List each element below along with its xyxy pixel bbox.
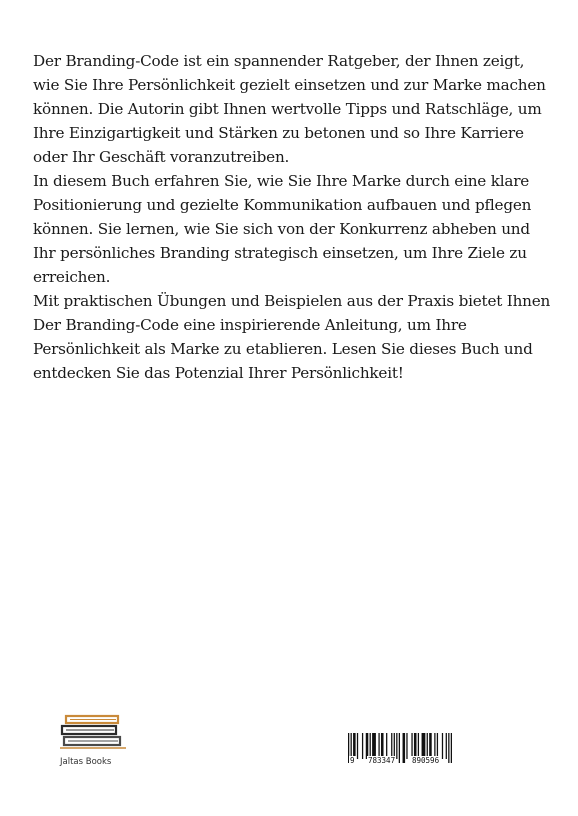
book-description	[33, 49, 553, 385]
barcode-bar	[446, 733, 447, 759]
barcode-bar	[357, 733, 358, 759]
barcode-bar	[362, 733, 363, 759]
barcode-bar	[448, 733, 449, 763]
barcode-right-group: 890596	[412, 756, 440, 765]
barcode-left-group: 783347	[368, 756, 396, 765]
barcode-bar	[403, 733, 406, 763]
isbn-barcode	[345, 733, 455, 773]
publisher-mark	[56, 712, 130, 772]
barcode-bar	[451, 733, 452, 763]
barcode-first-digit: 9	[350, 756, 355, 765]
barcode-bar	[396, 733, 397, 759]
description-paragraph-1: Der Branding-Code ist ein spannender Ratgeber, der Ihnen zeigt, wie Sie Ihre Persönlichkeit gezielt einsetzen und zur Marke machen können. Die Autorin gibt Ihnen wertvolle Tipps und Ratschläge, um Ihre Einzigartigkeit und Stärken zu betonen und so Ihre Karriere oder Ihr Geschäft voranzutreiben.	[33, 52, 546, 166]
barcode-bar	[406, 733, 407, 759]
publisher-name: Jaltas Books	[60, 757, 112, 767]
barcode-bar	[399, 733, 400, 763]
barcode-bar	[442, 733, 443, 759]
description-paragraph-3: Mit praktischen Übungen und Beispielen aus der Praxis bietet Ihnen Der Branding-Code eine inspirierende Anleitung, um Ihre Persönlichkeit als Marke zu etablieren. Lesen Sie dieses Buch und entdecken Sie das Potenzial Ihrer Persönlichkeit!	[33, 292, 551, 382]
stacked-books-icon	[56, 712, 130, 754]
description-paragraph-2: In diesem Buch erfahren Sie, wie Sie Ihre Marke durch eine klare Positionierung und gezielte Kommunikation aufbauen und pflegen können. Sie lernen, wie Sie sich von der Konkurrenz abheben und Ihr persönliches Branding strategisch einsetzen, um Ihre Ziele zu erreichen.	[33, 172, 532, 286]
